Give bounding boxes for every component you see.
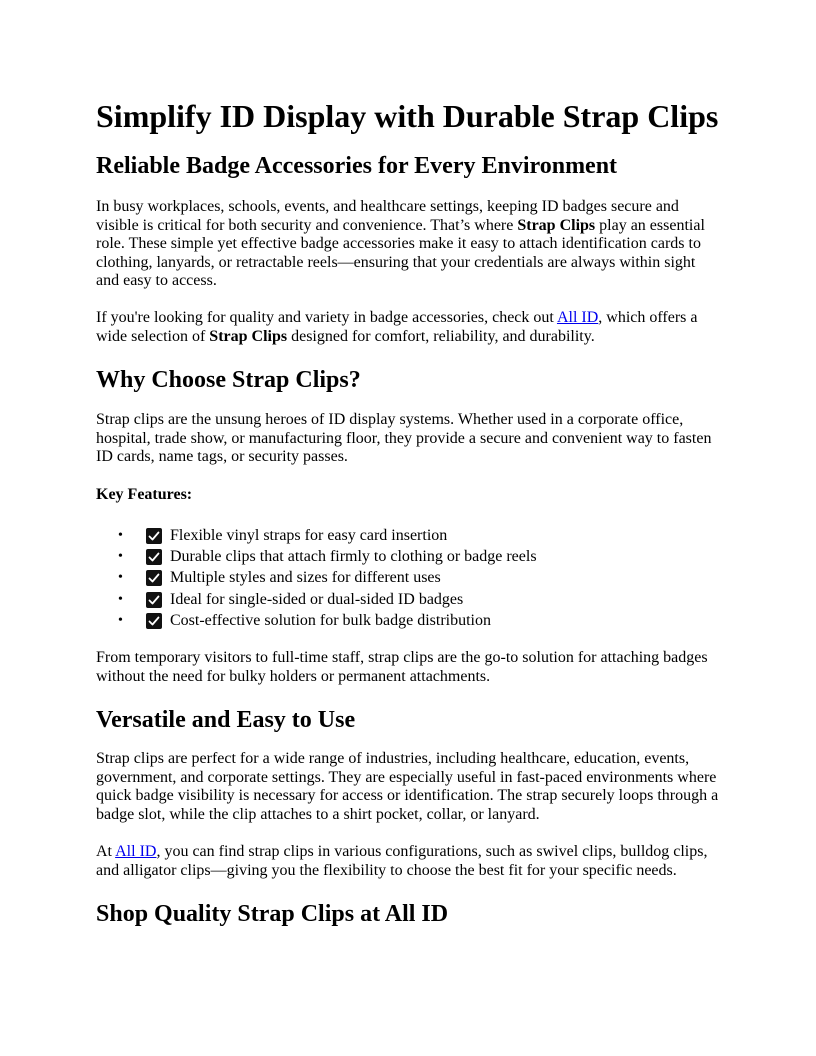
intro-paragraph: [96, 198, 720, 291]
strap-clips-bold: Strap Clips: [517, 216, 596, 234]
intro-text-1: In busy workplaces, schools, events, and healthcare settings, keeping ID badges secure and visible is critical for both security and convenience. That’s where: [96, 198, 679, 234]
shop-heading: Shop Quality Strap Clips at All ID: [96, 901, 449, 927]
page-title: Simplify ID Display with Durable Strap Clips: [96, 98, 719, 134]
page-subtitle: Reliable Badge Accessories for Every Environment: [96, 153, 618, 179]
list-item: [96, 610, 720, 631]
check-mark-icon: [146, 549, 162, 565]
features-list: [96, 525, 720, 631]
list-item: [96, 525, 720, 546]
intro-text-2: play an essential role. These simple yet effective badge accessories make it easy to attach identification cards to clothing, lanyards, or retractable reels—ensuring that your credentials are always within sight and easy to access.: [96, 216, 705, 289]
intro2-text-1: If you're looking for quality and variety in badge accessories, check out: [96, 309, 557, 326]
bullet: •: [118, 612, 123, 628]
versatile-paragraph: Strap clips are perfect for a wide range of industries, including healthcare, education, events, government, and corporate settings. They are especially useful in fast-paced environments where quick badge visibility is necessary for access or identification. The strap securely loops through a badge slot, while the clip attaches to a shirt pocket, collar, or lanyard.: [96, 750, 719, 823]
why-closing-paragraph: From temporary visitors to full-time staff, strap clips are the go-to solution for attaching badges without the need for bulky holders or permanent attachments.: [96, 649, 708, 685]
check-mark-icon: [146, 613, 162, 629]
bullet: •: [118, 549, 123, 565]
why-heading: Why Choose Strap Clips?: [96, 367, 361, 393]
bullet: •: [118, 570, 123, 586]
list-item: [96, 546, 720, 567]
bullet: •: [118, 528, 123, 543]
versatile2-text-2: , you can find strap clips in various configurations, such as swivel clips, bulldog clips, and alligator clips—giving you the flexibility to choose the best fit for your specific needs.: [96, 843, 708, 879]
intro2-text-2: , which offers a wide selection of: [96, 309, 698, 345]
check-mark-icon: [146, 592, 162, 608]
intro-paragraph-2: [96, 309, 720, 346]
versatile2-text-1: At: [96, 843, 116, 860]
versatile-heading: Versatile and Easy to Use: [96, 707, 356, 733]
check-mark-icon: [146, 528, 162, 544]
versatile-paragraph-2: [96, 843, 720, 880]
bullet: •: [118, 591, 123, 607]
all-id-link-2[interactable]: All ID: [115, 843, 157, 860]
list-item: [96, 589, 720, 610]
all-id-link[interactable]: All ID: [556, 309, 599, 326]
why-paragraph: Strap clips are the unsung heroes of ID display systems. Whether used in a corporate office, hospital, trade show, or manufacturing floor, they provide a secure and convenient way to fasten ID cards, name tags, or security passes.: [96, 411, 712, 465]
list-item: [96, 567, 720, 588]
feature-text: Cost-effective solution for bulk badge distribution: [170, 611, 491, 629]
check-mark-icon: [146, 570, 162, 586]
feature-text: Durable clips that attach firmly to clothing or badge reels: [170, 548, 537, 566]
strap-clips-bold-2: Strap Clips: [209, 327, 288, 345]
intro2-text-3: designed for comfort, reliability, and durability.: [287, 327, 595, 345]
feature-text: Flexible vinyl straps for easy card insertion: [170, 527, 448, 544]
feature-text: Multiple styles and sizes for different uses: [170, 569, 441, 587]
key-features-heading: Key Features:: [96, 486, 193, 503]
feature-text: Ideal for single-sided or dual-sided ID badges: [170, 590, 464, 608]
